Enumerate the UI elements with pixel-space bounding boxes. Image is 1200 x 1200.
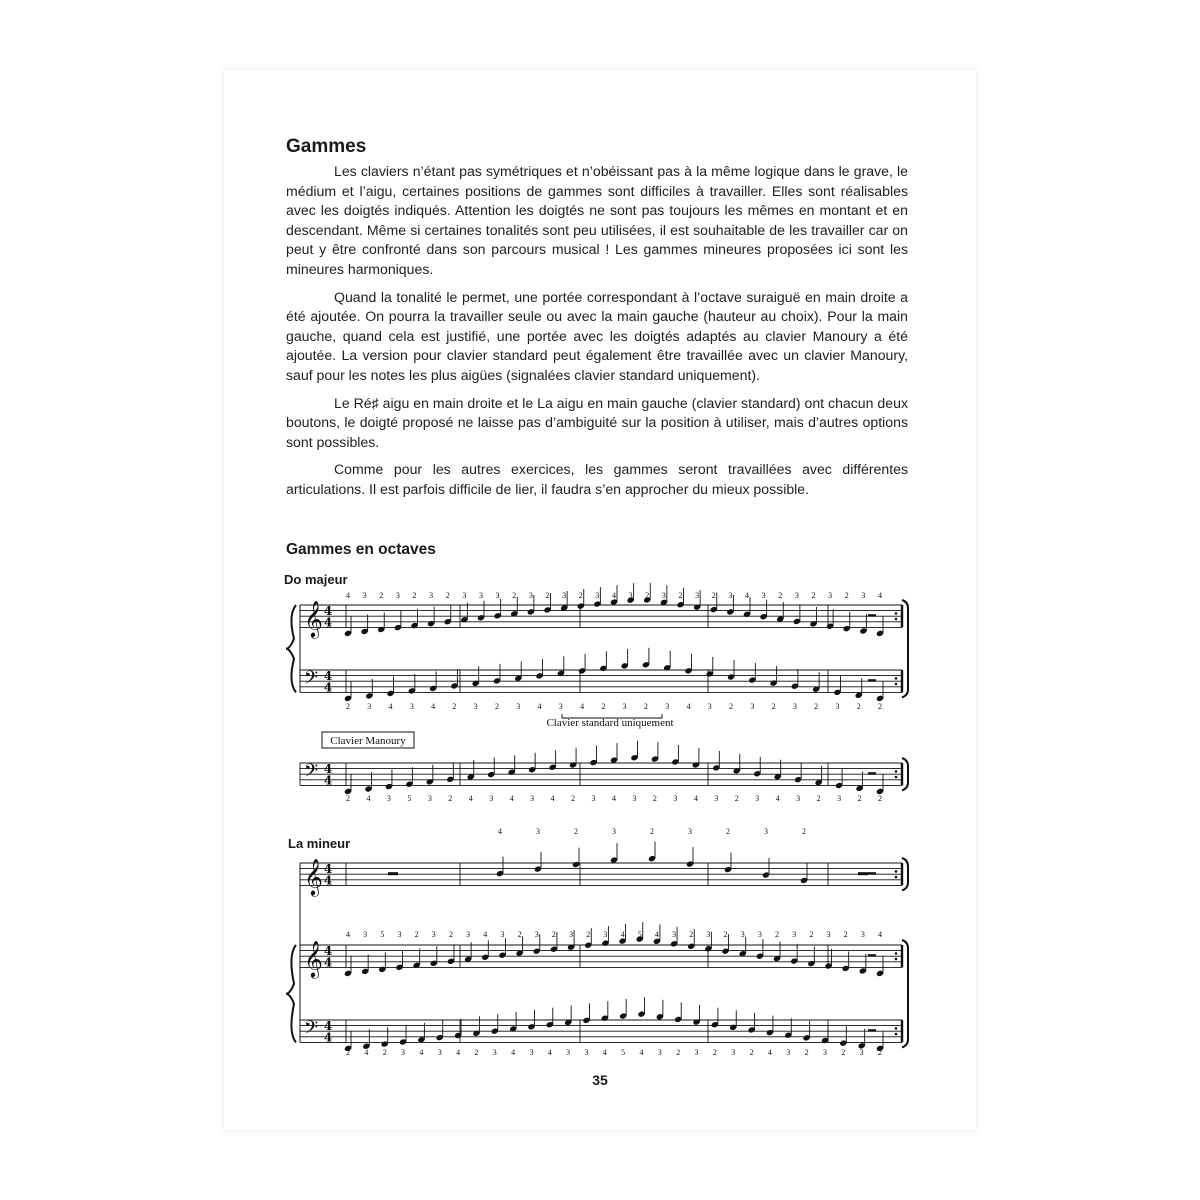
time-signature-denominator: 4 bbox=[323, 680, 333, 695]
fingering-number: 4 bbox=[767, 1048, 772, 1057]
fingering-number: 3 bbox=[740, 930, 745, 939]
repeat-dot bbox=[895, 1033, 898, 1036]
fingering-number: 2 bbox=[551, 930, 556, 939]
fingering-number: 2 bbox=[856, 702, 861, 711]
fingering-number: 3 bbox=[612, 827, 616, 836]
fingering-number: 3 bbox=[558, 702, 563, 711]
time-signature-numerator: 4 bbox=[323, 762, 333, 777]
bass-clef-icon: 𝄢 bbox=[304, 1017, 319, 1043]
fingering-number: 2 bbox=[494, 702, 499, 711]
fingering-number: 3 bbox=[761, 591, 766, 600]
fingering-number: 4 bbox=[346, 930, 350, 939]
fingering-number: 2 bbox=[811, 591, 816, 600]
time-signature-numerator: 4 bbox=[323, 669, 333, 684]
half-rest bbox=[868, 679, 876, 682]
fingering-number: 3 bbox=[395, 591, 400, 600]
half-rest bbox=[868, 772, 876, 775]
fingering-number: 2 bbox=[574, 827, 578, 836]
fingering-number: 4 bbox=[537, 702, 542, 711]
half-rest bbox=[868, 1029, 876, 1032]
fingering-number: 3 bbox=[530, 794, 535, 803]
fingering-number: 4 bbox=[620, 930, 625, 939]
fingering-number: 5 bbox=[407, 794, 412, 803]
fingering-number: 3 bbox=[622, 702, 627, 711]
fingering-number: 3 bbox=[822, 1048, 827, 1057]
fingering-number: 2 bbox=[712, 1048, 717, 1057]
fingering-number: 3 bbox=[750, 702, 755, 711]
bass-clef-icon: 𝄢 bbox=[304, 667, 319, 693]
fingering-number: 2 bbox=[578, 591, 583, 600]
paragraph: Le Ré♯ aigu en main droite et le La aigu en main gauche (clavier standard) ont chacun deux boutons, le doigté proposé ne laisse pas d’ambiguité sur la position à utiliser, mais d’autres options sont possibles. bbox=[286, 394, 908, 450]
label-clavier-manoury: Clavier Manoury bbox=[330, 735, 406, 747]
fingering-number: 4 bbox=[878, 591, 882, 600]
fingering-number: 2 bbox=[448, 930, 453, 939]
fingering-number: 4 bbox=[878, 930, 882, 939]
fingering-number: 3 bbox=[731, 1048, 736, 1057]
fingering-number: 2 bbox=[346, 702, 350, 711]
fingering-number: 3 bbox=[665, 702, 670, 711]
repeat-dot bbox=[895, 952, 898, 955]
fingering-number: 4 bbox=[686, 702, 691, 711]
example-title-la-mineur: La mineur bbox=[288, 836, 351, 851]
time-signature-numerator: 4 bbox=[323, 944, 333, 959]
fingering-number: 3 bbox=[500, 930, 505, 939]
fingering-number: 2 bbox=[346, 794, 350, 803]
half-rest bbox=[868, 872, 876, 875]
fingering-number: 3 bbox=[437, 1048, 442, 1057]
fingering-number: 3 bbox=[429, 591, 434, 600]
fingering-number: 2 bbox=[650, 827, 654, 836]
notes bbox=[344, 583, 884, 1057]
fingering-number: 3 bbox=[792, 930, 797, 939]
fingering-number: 2 bbox=[676, 1048, 681, 1057]
fingering-number: 2 bbox=[512, 591, 517, 600]
fingering-number: 2 bbox=[857, 794, 862, 803]
fingering-number: 4 bbox=[580, 702, 585, 711]
time-signature-numerator: 4 bbox=[323, 1019, 333, 1034]
fingering-number: 2 bbox=[814, 702, 819, 711]
repeat-dot bbox=[895, 876, 898, 879]
repeat-dot bbox=[895, 776, 898, 779]
time-signature-denominator: 4 bbox=[323, 1030, 333, 1045]
whole-rest bbox=[388, 872, 398, 875]
subsection-title: Gammes en octaves bbox=[286, 541, 436, 558]
fingering-number: 3 bbox=[603, 930, 608, 939]
fingering-number: 3 bbox=[397, 930, 402, 939]
fingering-number: 3 bbox=[386, 794, 391, 803]
fingering-number: 4 bbox=[612, 591, 616, 600]
fingering-number: 2 bbox=[726, 827, 730, 836]
fingering-number: 3 bbox=[861, 591, 866, 600]
fingering-number: 4 bbox=[745, 591, 749, 600]
time-signature-numerator: 4 bbox=[323, 862, 333, 877]
fingering-number: 3 bbox=[728, 591, 733, 600]
fingering-number: 3 bbox=[401, 1048, 406, 1057]
fingering-number: 2 bbox=[452, 702, 457, 711]
fingering-number: 2 bbox=[346, 1048, 350, 1057]
fingering-number: 2 bbox=[379, 591, 384, 600]
label-clavier-standard: Clavier standard uniquement bbox=[546, 717, 674, 729]
fingering-number: 3 bbox=[794, 591, 799, 600]
fingering-number: 4 bbox=[456, 1048, 461, 1057]
fingering-number: 2 bbox=[804, 1048, 809, 1057]
fingering-number: 2 bbox=[778, 591, 783, 600]
repeat-dot bbox=[895, 612, 898, 615]
time-signature-denominator: 4 bbox=[323, 773, 333, 788]
system-brace bbox=[286, 945, 296, 1042]
fingering-number: 3 bbox=[569, 930, 574, 939]
time-signature-denominator: 4 bbox=[323, 873, 333, 888]
fingering-number: 5 bbox=[380, 930, 385, 939]
repeat-dot bbox=[895, 683, 898, 686]
fingering-number: 3 bbox=[672, 930, 677, 939]
fingering-number: 2 bbox=[414, 930, 419, 939]
fingering-number: 2 bbox=[729, 702, 734, 711]
fingering-number: 3 bbox=[473, 702, 478, 711]
fingering-number: 2 bbox=[878, 702, 882, 711]
fingering-number: 3 bbox=[661, 591, 666, 600]
treble-clef-icon: 𝄞 bbox=[304, 599, 323, 638]
fingering-number: 4 bbox=[654, 930, 659, 939]
repeat-dot bbox=[895, 677, 898, 680]
fingering-number: 3 bbox=[479, 591, 483, 600]
fingering-number: 3 bbox=[796, 794, 801, 803]
repeat-dot bbox=[895, 1027, 898, 1030]
paragraph: Quand la tonalité le permet, une portée correspondant à l’octave suraiguë en main droite a été ajoutée. On pourra la travailler seule ou avec la main gauche (hauteur au choix). Pour la main gauche, quand cela est justifié, une portée avec les doigtés adaptés au clavier Manoury a été ajoutée. La version pour clavier standard peut également être travaillée avec un clavier Manoury, sauf pour les notes les plus aigües (signalées clavier standard uniquement). bbox=[286, 288, 908, 383]
fingering-number: 4 bbox=[550, 794, 555, 803]
fingering-number: 3 bbox=[495, 591, 500, 600]
fingering-number: 2 bbox=[474, 1048, 479, 1057]
fingering-number: 3 bbox=[707, 702, 712, 711]
fingering-number: 2 bbox=[412, 591, 417, 600]
fingering-number: 3 bbox=[757, 930, 762, 939]
fingering-number: 3 bbox=[859, 1048, 864, 1057]
treble-clef-icon: 𝄞 bbox=[304, 939, 323, 978]
fingering-number: 3 bbox=[534, 930, 539, 939]
page-number: 35 bbox=[592, 1072, 608, 1088]
treble-clef-icon: 𝄞 bbox=[304, 857, 323, 896]
fingering-number: 5 bbox=[637, 930, 642, 939]
fingering-number: 3 bbox=[792, 702, 797, 711]
fingering-number: 2 bbox=[841, 1048, 846, 1057]
fingering-number: 3 bbox=[695, 591, 700, 600]
fingering-number: 3 bbox=[566, 1048, 571, 1057]
repeat-dot bbox=[895, 770, 898, 773]
fingering-number: 4 bbox=[364, 1048, 369, 1057]
fingering-number: 4 bbox=[547, 1048, 552, 1057]
fingering-number: 3 bbox=[673, 794, 678, 803]
fingering-number: 4 bbox=[509, 794, 514, 803]
repeat-dot bbox=[895, 618, 898, 621]
time-signature-denominator: 4 bbox=[323, 955, 333, 970]
fingering-number: 3 bbox=[826, 930, 831, 939]
paragraph: Les claviers n’étant pas symétriques et n’obéissant pas à la même logique dans le grave, le médium et l’aigu, certaines positions de gammes sont difficiles à travailler. Elles sont réalisables avec les doigtés indiqués. Attention les doigtés ne sont pas toujours les mêmes en montant et en descendant. Même si certaines tonalités sont peu utilisées, il est souhaitable de les travailler car on peut y être confronté dans son parcours musical ! Les gammes mineures proposées ici sont les mineures harmoniques. bbox=[286, 163, 908, 277]
fingering-number: 3 bbox=[584, 1048, 589, 1057]
fingering-number: 2 bbox=[734, 794, 739, 803]
system-brace bbox=[286, 605, 296, 692]
fingering-number: 2 bbox=[517, 930, 522, 939]
fingering-number: 4 bbox=[388, 702, 393, 711]
fingering-number: 2 bbox=[545, 591, 550, 600]
fingering-number: 3 bbox=[536, 827, 540, 836]
fingering-number: 4 bbox=[366, 794, 371, 803]
section-title: Gammes bbox=[286, 136, 367, 157]
fingering-number: 3 bbox=[427, 794, 432, 803]
fingering-number: 2 bbox=[802, 827, 806, 836]
fingering-number: 4 bbox=[639, 1048, 644, 1057]
fingering-number: 4 bbox=[693, 794, 698, 803]
fingering-number: 3 bbox=[367, 702, 372, 711]
fingering-number: 2 bbox=[448, 794, 453, 803]
fingering-number: 3 bbox=[489, 794, 494, 803]
fingering-number: 3 bbox=[694, 1048, 699, 1057]
fingering-number: 3 bbox=[595, 591, 600, 600]
half-rest bbox=[868, 954, 876, 957]
fingering-number: 2 bbox=[382, 1048, 387, 1057]
fingering-number: 3 bbox=[363, 930, 368, 939]
fingering-number: 3 bbox=[837, 794, 842, 803]
fingering-number: 3 bbox=[409, 702, 414, 711]
fingering-number: 3 bbox=[562, 591, 567, 600]
fingering-number: 2 bbox=[775, 930, 780, 939]
fingering-number: 2 bbox=[601, 702, 606, 711]
fingering-number: 2 bbox=[711, 591, 716, 600]
fingering-number: 3 bbox=[706, 930, 711, 939]
fingering-number: 3 bbox=[466, 930, 471, 939]
fingering-number: 2 bbox=[586, 930, 591, 939]
fingering-number: 4 bbox=[511, 1048, 516, 1057]
fingering-number: 3 bbox=[516, 702, 521, 711]
fingering-number: 3 bbox=[632, 794, 637, 803]
paragraph: Comme pour les autres exercices, les gammes seront travaillées avec différentes articulations. Il est parfois difficile de lier, il faudra s’en approcher du mieux possible. bbox=[286, 461, 908, 497]
fingering-number: 2 bbox=[809, 930, 814, 939]
fingering-number: 3 bbox=[492, 1048, 497, 1057]
fingering-number: 3 bbox=[714, 794, 719, 803]
fingering-number: 2 bbox=[571, 794, 576, 803]
whole-rest bbox=[858, 872, 868, 875]
fingering-number: 3 bbox=[628, 591, 633, 600]
fingering-number: 4 bbox=[419, 1048, 424, 1057]
fingering-number: 4 bbox=[775, 794, 780, 803]
fingering-number: 3 bbox=[835, 702, 840, 711]
fingering-number: 4 bbox=[431, 702, 436, 711]
fingering-number: 4 bbox=[498, 827, 502, 836]
fingering-number: 3 bbox=[786, 1048, 791, 1057]
fingering-number: 2 bbox=[652, 794, 657, 803]
fingering-number: 2 bbox=[689, 930, 694, 939]
fingering-number: 4 bbox=[612, 794, 616, 803]
repeat-dot bbox=[895, 958, 898, 961]
fingering-number: 3 bbox=[431, 930, 436, 939]
fingering-number: 2 bbox=[816, 794, 821, 803]
fingering-number: 3 bbox=[529, 1048, 534, 1057]
fingering-number: 2 bbox=[723, 930, 728, 939]
fingering-number: 2 bbox=[878, 794, 882, 803]
fingering-number: 3 bbox=[860, 930, 865, 939]
fingering-number: 2 bbox=[645, 591, 650, 600]
fingering-number: 2 bbox=[843, 930, 848, 939]
time-signature-numerator: 4 bbox=[323, 604, 333, 619]
fingering-number: 2 bbox=[678, 591, 683, 600]
fingering-number: 4 bbox=[483, 930, 488, 939]
fingering-number: 3 bbox=[828, 591, 833, 600]
fingering-number: 2 bbox=[749, 1048, 754, 1057]
repeat-dot bbox=[895, 870, 898, 873]
bass-clef-icon: 𝄢 bbox=[304, 760, 319, 786]
fingering-number: 3 bbox=[764, 827, 768, 836]
half-rest bbox=[868, 614, 876, 617]
fingering-number: 3 bbox=[657, 1048, 662, 1057]
fingering-number: 4 bbox=[602, 1048, 607, 1057]
fingering-number: 4 bbox=[346, 591, 350, 600]
fingering-number: 3 bbox=[462, 591, 467, 600]
fingering-number: 3 bbox=[362, 591, 367, 600]
fingering-number: 3 bbox=[528, 591, 533, 600]
fingering-number: 2 bbox=[878, 1048, 882, 1057]
time-signature-denominator: 4 bbox=[323, 615, 333, 630]
fingering-number: 4 bbox=[468, 794, 473, 803]
fingering-number: 3 bbox=[591, 794, 596, 803]
fingering-number: 3 bbox=[755, 794, 760, 803]
staff-lines bbox=[286, 599, 908, 1047]
fingering-number: 2 bbox=[771, 702, 776, 711]
fingering-number: 2 bbox=[844, 591, 849, 600]
fingering-number: 2 bbox=[643, 702, 648, 711]
example-title-do-majeur: Do majeur bbox=[284, 572, 348, 587]
fingering-number: 2 bbox=[445, 591, 450, 600]
fingering-number: 5 bbox=[621, 1048, 626, 1057]
fingering-number: 3 bbox=[688, 827, 692, 836]
